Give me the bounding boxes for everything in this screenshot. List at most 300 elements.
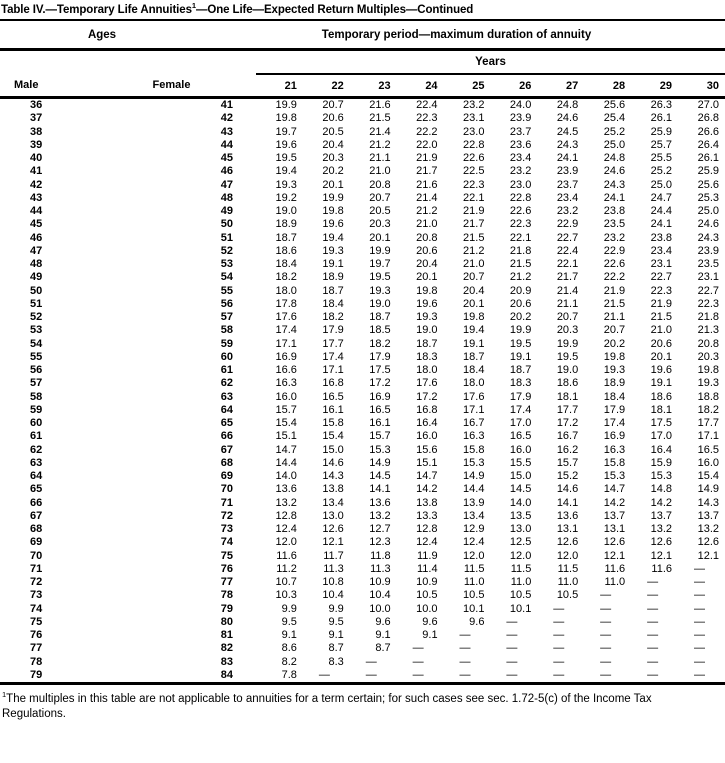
female-age-cell: 42 — [220, 112, 233, 125]
multiple-cell: 20.7 — [556, 311, 579, 324]
multiple-cell: 17.7 — [322, 337, 344, 350]
table-row — [0, 563, 725, 576]
multiple-cell: 19.8 — [322, 205, 344, 218]
multiple-cell: 18.3 — [509, 377, 532, 390]
multiple-cell: 11.5 — [510, 562, 532, 575]
multiple-cell: 20.1 — [322, 178, 344, 191]
multiple-cell: 17.4 — [509, 403, 532, 416]
male-age-cell: 56 — [30, 364, 43, 377]
multiple-cell: 23.0 — [509, 178, 532, 191]
multiple-cell: 23.1 — [650, 258, 673, 271]
multiple-cell: 18.4 — [463, 364, 485, 377]
female-age-cell: 80 — [220, 615, 233, 628]
multiple-cell: 20.5 — [322, 125, 344, 138]
dash-cell: — — [600, 589, 612, 602]
table-title-rest: —One Life—Expected Return Multiples—Continued — [195, 4, 474, 16]
multiple-cell: 17.1 — [697, 430, 719, 443]
multiple-cell: 16.5 — [509, 430, 532, 443]
year-column-header: 22 — [303, 74, 350, 98]
multiple-cell: 18.5 — [369, 324, 391, 337]
multiple-cell: 22.0 — [416, 138, 438, 151]
multiple-cell: 14.1 — [369, 483, 391, 496]
multiple-cell: 21.6 — [369, 99, 391, 112]
year-column-header: 28 — [584, 74, 631, 98]
multiple-cell: 22.1 — [556, 258, 579, 271]
multiple-cell: 17.2 — [369, 377, 391, 390]
table-row — [0, 324, 725, 337]
multiple-cell: 20.3 — [369, 218, 391, 231]
multiple-cell: 18.6 — [556, 377, 579, 390]
female-age-cell: 52 — [220, 244, 233, 257]
multiple-cell: 11.8 — [370, 549, 391, 562]
multiple-cell: 11.6 — [276, 549, 297, 562]
multiple-cell: 12.4 — [463, 536, 485, 549]
multiple-cell: 22.2 — [416, 125, 438, 138]
male-age-cell: 54 — [30, 337, 43, 350]
table-row — [0, 444, 725, 457]
years-header-row — [0, 50, 725, 75]
multiple-cell: 25.7 — [650, 138, 673, 151]
male-age-cell: 65 — [30, 483, 43, 496]
multiple-cell: 22.3 — [650, 284, 673, 297]
multiple-cell: 17.1 — [463, 403, 485, 416]
multiple-cell: 12.4 — [416, 536, 438, 549]
multiple-cell: 21.8 — [509, 244, 532, 257]
dash-cell: — — [365, 655, 377, 668]
multiple-cell: 21.2 — [509, 271, 532, 284]
multiple-cell: 17.1 — [322, 364, 344, 377]
multiple-cell: 12.8 — [275, 509, 297, 522]
multiple-cell: 22.6 — [463, 152, 485, 165]
multiple-cell: 11.2 — [276, 562, 297, 575]
multiple-cell: 20.6 — [650, 337, 673, 350]
multiple-cell: 18.0 — [416, 364, 438, 377]
female-age-cell: 77 — [220, 576, 233, 589]
dash-cell: — — [459, 642, 471, 655]
table-row — [0, 536, 725, 549]
multiple-cell: 12.1 — [697, 549, 719, 562]
multiple-cell: 16.2 — [556, 443, 579, 456]
multiple-cell: 14.5 — [369, 470, 391, 483]
dash-cell: — — [459, 629, 471, 642]
multiple-cell: 21.4 — [416, 191, 438, 204]
table-row — [0, 457, 725, 470]
multiple-cell: 11.7 — [323, 549, 344, 562]
table-row — [0, 510, 725, 523]
dash-cell: — — [600, 668, 612, 681]
female-age-cell: 67 — [220, 443, 233, 456]
multiple-cell: 17.6 — [463, 390, 485, 403]
multiple-cell: 10.9 — [416, 576, 438, 589]
multiple-cell: 15.3 — [463, 456, 485, 469]
male-age-cell: 64 — [30, 470, 43, 483]
dash-cell: — — [553, 642, 565, 655]
multiple-cell: 24.0 — [509, 99, 532, 112]
multiple-cell: 23.4 — [650, 244, 673, 257]
multiple-cell: 19.7 — [369, 258, 391, 271]
multiple-cell: 22.8 — [509, 191, 532, 204]
table-row — [0, 258, 725, 271]
dash-cell: — — [694, 642, 705, 655]
multiple-cell: 20.4 — [416, 258, 438, 271]
female-age-cell: 64 — [220, 403, 233, 416]
dash-cell: — — [600, 655, 612, 668]
multiple-cell: 13.6 — [369, 496, 391, 509]
multiple-cell: 20.6 — [322, 112, 344, 125]
year-column-header: 27 — [537, 74, 584, 98]
dash-cell: — — [600, 615, 612, 628]
dash-cell: — — [412, 655, 424, 668]
table-row — [0, 165, 725, 178]
table-row — [0, 497, 725, 510]
table-row — [0, 642, 725, 655]
male-age-cell: 44 — [30, 205, 43, 218]
multiple-cell: 13.1 — [556, 523, 579, 536]
multiple-cell: 10.3 — [275, 589, 297, 602]
table-row — [0, 669, 725, 684]
multiple-cell: 17.6 — [416, 377, 438, 390]
multiple-cell: 13.2 — [697, 523, 719, 536]
multiple-cell: 23.6 — [509, 138, 532, 151]
dash-cell: — — [553, 602, 565, 615]
multiple-cell: 12.5 — [509, 536, 532, 549]
multiple-cell: 13.2 — [275, 496, 297, 509]
male-age-cell: 37 — [30, 112, 43, 125]
male-age-cell: 49 — [30, 271, 43, 284]
male-age-cell: 70 — [30, 549, 43, 562]
male-age-cell: 38 — [30, 125, 43, 138]
multiple-cell: 11.0 — [557, 576, 579, 589]
multiple-cell: 19.9 — [322, 191, 344, 204]
year-column-header: 29 — [631, 74, 678, 98]
table-row — [0, 603, 725, 616]
multiple-cell: 21.2 — [463, 244, 485, 257]
multiple-cell: 18.0 — [463, 377, 485, 390]
dash-cell: — — [412, 668, 424, 681]
multiple-cell: 26.8 — [697, 112, 719, 125]
multiple-cell: 10.5 — [509, 589, 532, 602]
multiple-cell: 24.4 — [650, 205, 673, 218]
multiple-cell: 20.7 — [603, 324, 626, 337]
multiple-cell: 15.3 — [650, 470, 673, 483]
multiple-cell: 17.8 — [275, 297, 297, 310]
multiple-cell: 21.0 — [416, 218, 438, 231]
table-row — [0, 112, 725, 125]
female-age-cell: 74 — [220, 536, 233, 549]
multiple-cell: 25.9 — [650, 125, 673, 138]
multiple-cell: 18.0 — [275, 284, 297, 297]
male-age-cell: 51 — [30, 297, 43, 310]
female-age-cell: 65 — [220, 417, 233, 430]
multiple-cell: 19.5 — [556, 350, 579, 363]
multiple-cell: 19.0 — [275, 205, 297, 218]
multiple-cell: 19.8 — [275, 112, 297, 125]
multiple-cell: 21.9 — [603, 284, 626, 297]
multiple-cell: 23.2 — [509, 165, 532, 178]
female-age-cell: 61 — [220, 364, 233, 377]
multiple-cell: 15.7 — [369, 430, 391, 443]
multiple-cell: 23.8 — [650, 231, 673, 244]
dash-cell: — — [694, 629, 705, 642]
multiple-cell: 17.5 — [369, 364, 391, 377]
multiple-cell: 10.4 — [322, 589, 344, 602]
column-header-row — [0, 74, 725, 98]
multiple-cell: 16.0 — [509, 443, 532, 456]
multiple-cell: 18.7 — [509, 364, 532, 377]
table-row — [0, 126, 725, 139]
annuity-multiples-table — [0, 21, 725, 685]
multiple-cell: 12.7 — [369, 523, 391, 536]
multiple-cell: 20.7 — [322, 99, 344, 112]
multiple-cell: 16.4 — [416, 417, 438, 430]
multiple-cell: 18.8 — [697, 390, 719, 403]
dash-cell: — — [553, 615, 565, 628]
multiple-cell: 19.4 — [275, 165, 297, 178]
multiple-cell: 15.4 — [697, 470, 719, 483]
multiple-cell: 19.5 — [369, 271, 391, 284]
female-age-cell: 63 — [220, 390, 233, 403]
multiple-cell: 18.6 — [275, 244, 297, 257]
multiple-cell: 20.3 — [556, 324, 579, 337]
male-age-cell: 77 — [30, 642, 43, 655]
dash-cell: — — [647, 576, 659, 589]
multiple-cell: 19.3 — [369, 284, 391, 297]
dash-cell: — — [647, 655, 659, 668]
multiple-cell: 15.7 — [275, 403, 297, 416]
multiple-cell: 19.0 — [369, 297, 391, 310]
multiple-cell: 22.1 — [509, 231, 532, 244]
male-age-cell: 72 — [30, 576, 43, 589]
multiple-cell: 13.6 — [556, 509, 579, 522]
footnote-marker: 1 — [2, 690, 7, 700]
multiple-cell: 14.7 — [603, 483, 626, 496]
multiple-cell: 10.1 — [509, 602, 532, 615]
multiple-cell: 18.3 — [416, 350, 438, 363]
footnote — [0, 692, 702, 722]
multiple-cell: 7.8 — [281, 668, 297, 681]
multiple-cell: 23.5 — [603, 218, 626, 231]
multiple-cell: 21.0 — [463, 258, 485, 271]
female-age-cell: 70 — [220, 483, 233, 496]
table-row — [0, 417, 725, 430]
multiple-cell: 19.5 — [509, 337, 532, 350]
dash-cell: — — [694, 562, 705, 575]
multiple-cell: 13.8 — [416, 496, 438, 509]
table-row — [0, 338, 725, 351]
multiple-cell: 20.6 — [509, 297, 532, 310]
year-column-header: 30 — [678, 74, 725, 98]
multiple-cell: 19.3 — [697, 377, 719, 390]
multiple-cell: 13.4 — [463, 509, 485, 522]
multiple-cell: 14.0 — [275, 470, 297, 483]
year-column-header: 25 — [444, 74, 491, 98]
multiple-cell: 15.4 — [322, 430, 344, 443]
multiple-cell: 19.6 — [650, 364, 673, 377]
female-age-cell: 44 — [220, 138, 233, 151]
multiple-cell: 14.9 — [697, 483, 719, 496]
multiple-cell: 12.3 — [369, 536, 391, 549]
multiple-cell: 14.4 — [463, 483, 485, 496]
multiple-cell: 13.6 — [275, 483, 297, 496]
group-header-row — [0, 21, 725, 50]
dash-cell: — — [647, 668, 659, 681]
multiple-cell: 24.7 — [650, 191, 673, 204]
table-title-main: Table IV.—Temporary Life Annuities — [1, 4, 192, 16]
female-age-cell: 59 — [220, 337, 233, 350]
multiple-cell: 12.1 — [650, 549, 673, 562]
multiple-cell: 20.5 — [369, 205, 391, 218]
multiple-cell: 17.2 — [416, 390, 438, 403]
multiple-cell: 25.6 — [603, 99, 626, 112]
multiple-cell: 21.7 — [416, 165, 438, 178]
multiple-cell: 25.0 — [650, 178, 673, 191]
multiple-cell: 18.2 — [275, 271, 297, 284]
multiple-cell: 14.5 — [509, 483, 532, 496]
table-row — [0, 152, 725, 165]
table-row — [0, 271, 725, 284]
table-row — [0, 285, 725, 298]
multiple-cell: 9.6 — [375, 615, 391, 628]
female-age-cell: 71 — [220, 496, 233, 509]
female-age-cell: 41 — [220, 99, 233, 112]
male-age-cell: 57 — [30, 377, 43, 390]
multiple-cell: 11.5 — [557, 562, 579, 575]
multiple-cell: 20.7 — [369, 191, 391, 204]
multiple-cell: 20.1 — [369, 231, 391, 244]
year-column-header: 21 — [256, 74, 303, 98]
multiple-cell: 22.9 — [556, 218, 579, 231]
multiple-cell: 22.8 — [463, 138, 485, 151]
table-row — [0, 470, 725, 483]
male-age-cell: 63 — [30, 456, 43, 469]
multiple-cell: 19.1 — [509, 350, 532, 363]
multiple-cell: 22.6 — [509, 205, 532, 218]
multiple-cell: 25.3 — [697, 191, 719, 204]
multiple-cell: 13.0 — [322, 509, 344, 522]
multiple-cell: 17.0 — [650, 430, 673, 443]
multiple-cell: 24.3 — [603, 178, 626, 191]
table-row — [0, 656, 725, 669]
multiple-cell: 19.2 — [275, 191, 297, 204]
dash-cell: — — [506, 655, 518, 668]
multiple-cell: 21.9 — [463, 205, 485, 218]
dash-cell: — — [694, 615, 705, 628]
multiple-cell: 13.8 — [322, 483, 344, 496]
multiple-cell: 21.6 — [416, 178, 438, 191]
female-age-cell: 72 — [220, 509, 233, 522]
multiple-cell: 8.2 — [281, 655, 297, 668]
multiple-cell: 11.3 — [323, 562, 344, 575]
table-row — [0, 218, 725, 231]
multiple-cell: 20.2 — [322, 165, 344, 178]
multiple-cell: 24.1 — [650, 218, 673, 231]
multiple-cell: 16.3 — [463, 430, 485, 443]
multiple-cell: 22.4 — [416, 99, 438, 112]
multiple-cell: 12.4 — [275, 523, 297, 536]
multiple-cell: 13.9 — [463, 496, 485, 509]
multiple-cell: 15.3 — [603, 470, 626, 483]
multiple-cell: 22.6 — [603, 258, 626, 271]
male-age-cell: 45 — [30, 218, 43, 231]
multiple-cell: 12.8 — [416, 523, 438, 536]
multiple-cell: 16.5 — [697, 443, 719, 456]
female-age-cell: 43 — [220, 125, 233, 138]
multiple-cell: 16.8 — [322, 377, 344, 390]
dash-cell: — — [506, 615, 518, 628]
dash-cell: — — [553, 655, 565, 668]
table-row — [0, 483, 725, 496]
multiple-cell: 20.2 — [509, 311, 532, 324]
multiple-cell: 20.3 — [322, 152, 344, 165]
multiple-cell: 21.7 — [556, 271, 579, 284]
multiple-cell: 14.3 — [322, 470, 344, 483]
multiple-cell: 15.0 — [509, 470, 532, 483]
multiple-cell: 9.9 — [328, 602, 344, 615]
female-age-cell: 78 — [220, 589, 233, 602]
female-age-cell: 60 — [220, 350, 233, 363]
multiple-cell: 22.3 — [509, 218, 532, 231]
multiple-cell: 18.4 — [275, 258, 297, 271]
ages-header: Ages — [0, 21, 256, 50]
female-age-cell: 54 — [220, 271, 233, 284]
male-age-cell: 73 — [30, 589, 43, 602]
dash-cell: — — [647, 629, 659, 642]
multiple-cell: 18.4 — [322, 297, 344, 310]
multiple-cell: 24.6 — [603, 165, 626, 178]
male-age-cell: 60 — [30, 417, 43, 430]
multiple-cell: 20.8 — [369, 178, 391, 191]
multiple-cell: 12.0 — [463, 549, 485, 562]
multiple-cell: 13.5 — [509, 509, 532, 522]
multiple-cell: 20.8 — [697, 337, 719, 350]
male-age-cell: 50 — [30, 284, 43, 297]
multiple-cell: 21.5 — [369, 112, 391, 125]
multiple-cell: 23.2 — [463, 99, 485, 112]
multiple-cell: 17.4 — [603, 417, 626, 430]
multiple-cell: 25.6 — [697, 178, 719, 191]
multiple-cell: 21.5 — [509, 258, 532, 271]
table-row — [0, 589, 725, 602]
female-age-cell: 47 — [220, 178, 233, 191]
multiple-cell: 17.1 — [275, 337, 297, 350]
multiple-cell: 23.4 — [509, 152, 532, 165]
multiple-cell: 24.8 — [556, 99, 579, 112]
multiple-cell: 24.5 — [556, 125, 579, 138]
multiple-cell: 9.1 — [422, 629, 438, 642]
multiple-cell: 14.1 — [556, 496, 579, 509]
multiple-cell: 16.4 — [650, 443, 673, 456]
male-age-cell: 47 — [30, 244, 43, 257]
multiple-cell: 20.6 — [416, 244, 438, 257]
multiple-cell: 12.0 — [275, 536, 297, 549]
temporary-period-header: Temporary period—maximum duration of annuity — [256, 21, 725, 50]
multiple-cell: 13.2 — [369, 509, 391, 522]
male-age-cell: 79 — [30, 668, 43, 681]
table-row — [0, 351, 725, 364]
multiple-cell: 20.8 — [416, 231, 438, 244]
multiple-cell: 8.7 — [375, 642, 391, 655]
multiple-cell: 18.7 — [369, 311, 391, 324]
table-row — [0, 179, 725, 192]
multiple-cell: 11.6 — [651, 562, 673, 575]
dash-cell: — — [553, 629, 565, 642]
multiple-cell: 21.8 — [697, 311, 719, 324]
dash-cell: — — [506, 629, 518, 642]
male-age-cell: 40 — [30, 152, 43, 165]
female-age-cell: 73 — [220, 523, 233, 536]
dash-cell: — — [694, 589, 705, 602]
male-age-cell: 74 — [30, 602, 43, 615]
